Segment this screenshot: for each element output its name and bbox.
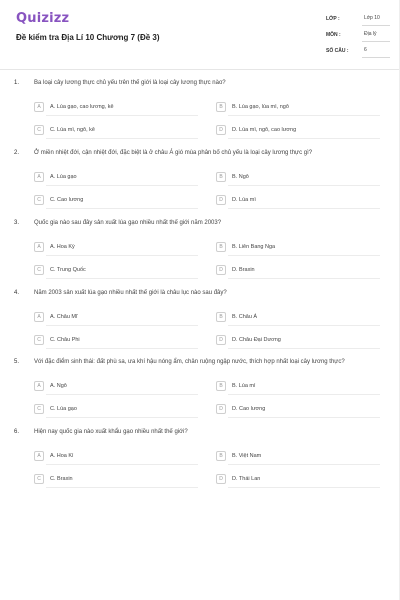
answer-option-d[interactable] <box>216 335 386 347</box>
answer-option-a[interactable] <box>34 102 204 114</box>
option-letter-box[interactable]: D <box>216 125 226 135</box>
meta-row-subject <box>326 30 390 44</box>
question-number: 2. <box>14 150 20 156</box>
answer-option-b[interactable] <box>216 172 386 184</box>
option-text: D. Lúa mì, ngô, cao lương <box>232 127 297 133</box>
option-letter-box[interactable]: B <box>216 451 226 461</box>
answer-option-c[interactable] <box>34 195 204 207</box>
option-letter-box[interactable]: A <box>34 312 44 322</box>
answer-option-c[interactable] <box>34 335 204 347</box>
meta-label: SỐ CÂU : <box>326 48 349 54</box>
answer-option-a[interactable] <box>34 312 204 324</box>
option-underline <box>228 487 380 488</box>
option-underline <box>228 278 380 279</box>
answer-option-d[interactable] <box>216 474 386 486</box>
meta-row-class <box>326 14 390 28</box>
option-letter-box[interactable]: B <box>216 242 226 252</box>
option-text: A. Ngô <box>50 383 67 389</box>
option-text: B. Ngô <box>232 174 249 180</box>
option-underline <box>46 255 198 256</box>
option-text: C. Trung Quốc <box>50 267 86 273</box>
answer-option-a[interactable] <box>34 172 204 184</box>
option-text: C. Braxin <box>50 476 73 482</box>
option-text: B. Lúa mì <box>232 383 256 389</box>
option-letter-box[interactable]: A <box>34 242 44 252</box>
answer-option-b[interactable] <box>216 451 386 463</box>
option-letter-box[interactable]: B <box>216 312 226 322</box>
option-text: A. Lúa gạo <box>50 174 77 180</box>
answer-option-d[interactable] <box>216 404 386 416</box>
option-text: B. Liên Bang Nga <box>232 244 276 250</box>
option-underline <box>46 185 198 186</box>
option-letter-box[interactable]: B <box>216 381 226 391</box>
answer-option-a[interactable] <box>34 381 204 393</box>
answer-option-b[interactable] <box>216 242 386 254</box>
option-text: C. Châu Phi <box>50 337 80 343</box>
answer-option-b[interactable] <box>216 381 386 393</box>
option-underline <box>46 348 198 349</box>
meta-row-count <box>326 46 390 60</box>
answer-option-b[interactable] <box>216 102 386 114</box>
question-number: 3. <box>14 220 20 226</box>
answer-option-d[interactable] <box>216 265 386 277</box>
option-underline <box>46 278 198 279</box>
option-text: C. Lúa mì, ngô, kê <box>50 127 95 133</box>
option-text: B. Việt Nam <box>232 453 262 459</box>
option-underline <box>46 394 198 395</box>
option-underline <box>228 185 380 186</box>
answer-option-c[interactable] <box>34 125 204 137</box>
question-text: Quốc gia nào sau đây sản xuất lúa gạo nhiều nhất thế giới năm 2003? <box>34 220 222 226</box>
option-letter-box[interactable]: C <box>34 335 44 345</box>
meta-underline <box>362 41 390 42</box>
option-underline <box>228 394 380 395</box>
option-letter-box[interactable]: A <box>34 102 44 112</box>
option-underline <box>46 138 198 139</box>
question-text: Ở miền nhiệt đới, cận nhiệt đới, đặc biệt là ở châu Á gió mùa phân bố chủ yếu là loại cây lương thực gì? <box>34 150 313 156</box>
option-text: B. Châu Á <box>232 314 258 320</box>
option-underline <box>228 208 380 209</box>
worksheet-header <box>0 0 400 70</box>
meta-underline <box>362 25 390 26</box>
option-letter-box[interactable]: A <box>34 381 44 391</box>
option-text: D. Lúa mì <box>232 197 256 203</box>
answer-option-c[interactable] <box>34 404 204 416</box>
question-text: Ba loại cây lương thực chủ yếu trên thế giới là loại cây lương thực nào? <box>34 80 226 86</box>
option-text: A. Hoa Kì <box>50 453 74 459</box>
option-letter-box[interactable]: B <box>216 172 226 182</box>
option-text: A. Lúa gạo, cao lương, kê <box>50 104 114 110</box>
question-text: Hiện nay quốc gia nào xuất khẩu gạo nhiều nhất thế giới? <box>34 429 188 435</box>
option-underline <box>228 138 380 139</box>
option-letter-box[interactable]: C <box>34 265 44 275</box>
meta-value: Lớp 10 <box>364 15 380 21</box>
answer-option-d[interactable] <box>216 195 386 207</box>
option-text: B. Lúa gạo, lúa mì, ngô <box>232 104 289 110</box>
option-underline <box>46 325 198 326</box>
option-letter-box[interactable]: D <box>216 404 226 414</box>
answer-option-a[interactable] <box>34 242 204 254</box>
option-text: D. Châu Đại Dương <box>232 337 281 343</box>
meta-underline <box>362 57 390 58</box>
question-text: Năm 2003 sản xuất lúa gạo nhiều nhất thế giới là châu lục nào sau đây? <box>34 290 227 296</box>
worksheet-title: Đề kiểm tra Địa Lí 10 Chương 7 (Đề 3) <box>16 33 160 42</box>
question-block <box>0 220 400 290</box>
option-text: A. Châu Mĩ <box>50 314 78 320</box>
option-letter-box[interactable]: B <box>216 102 226 112</box>
option-text: D. Thái Lan <box>232 476 261 482</box>
answer-option-c[interactable] <box>34 474 204 486</box>
answer-option-c[interactable] <box>34 265 204 277</box>
option-letter-box[interactable]: C <box>34 404 44 414</box>
option-underline <box>228 464 380 465</box>
option-letter-box[interactable]: D <box>216 474 226 484</box>
option-underline <box>228 348 380 349</box>
header-divider <box>0 69 400 70</box>
option-letter-box[interactable]: C <box>34 195 44 205</box>
option-letter-box[interactable]: D <box>216 195 226 205</box>
question-number: 1. <box>14 80 20 86</box>
option-text: C. Cao lương <box>50 197 84 203</box>
option-text: D. Cao lương <box>232 406 266 412</box>
option-underline <box>228 115 380 116</box>
option-letter-box[interactable]: C <box>34 125 44 135</box>
option-underline <box>46 464 198 465</box>
option-letter-box[interactable]: C <box>34 474 44 484</box>
answer-option-d[interactable] <box>216 125 386 137</box>
meta-value: 6 <box>364 47 367 53</box>
option-underline <box>228 255 380 256</box>
option-underline <box>46 417 198 418</box>
question-block <box>0 150 400 220</box>
question-number: 6. <box>14 429 20 435</box>
option-underline <box>228 325 380 326</box>
question-number: 5. <box>14 359 20 365</box>
option-underline <box>46 115 198 116</box>
question-block <box>0 359 400 429</box>
option-underline <box>228 417 380 418</box>
question-block <box>0 429 400 499</box>
question-block <box>0 80 400 150</box>
option-letter-box[interactable]: A <box>34 451 44 461</box>
meta-label: MÔN : <box>326 32 341 38</box>
question-number: 4. <box>14 290 20 296</box>
option-letter-box[interactable]: A <box>34 172 44 182</box>
quizizz-logo: Quizizz <box>16 11 70 26</box>
option-text: C. Lúa gạo <box>50 406 77 412</box>
option-underline <box>46 208 198 209</box>
option-text: A. Hoa Kỳ <box>50 244 75 250</box>
option-underline <box>46 487 198 488</box>
meta-value: Địa lý <box>364 31 377 37</box>
meta-label: LỚP : <box>326 16 340 22</box>
option-text: D. Braxin <box>232 267 255 273</box>
question-block <box>0 290 400 360</box>
option-letter-box[interactable]: D <box>216 265 226 275</box>
answer-option-b[interactable] <box>216 312 386 324</box>
answer-option-a[interactable] <box>34 451 204 463</box>
option-letter-box[interactable]: D <box>216 335 226 345</box>
question-text: Với đặc điểm sinh thái: đất phù sa, ưa khí hậu nóng ẩm, chân ruộng ngập nước, thích hợp nhất loại cây lương thực? <box>34 359 345 365</box>
